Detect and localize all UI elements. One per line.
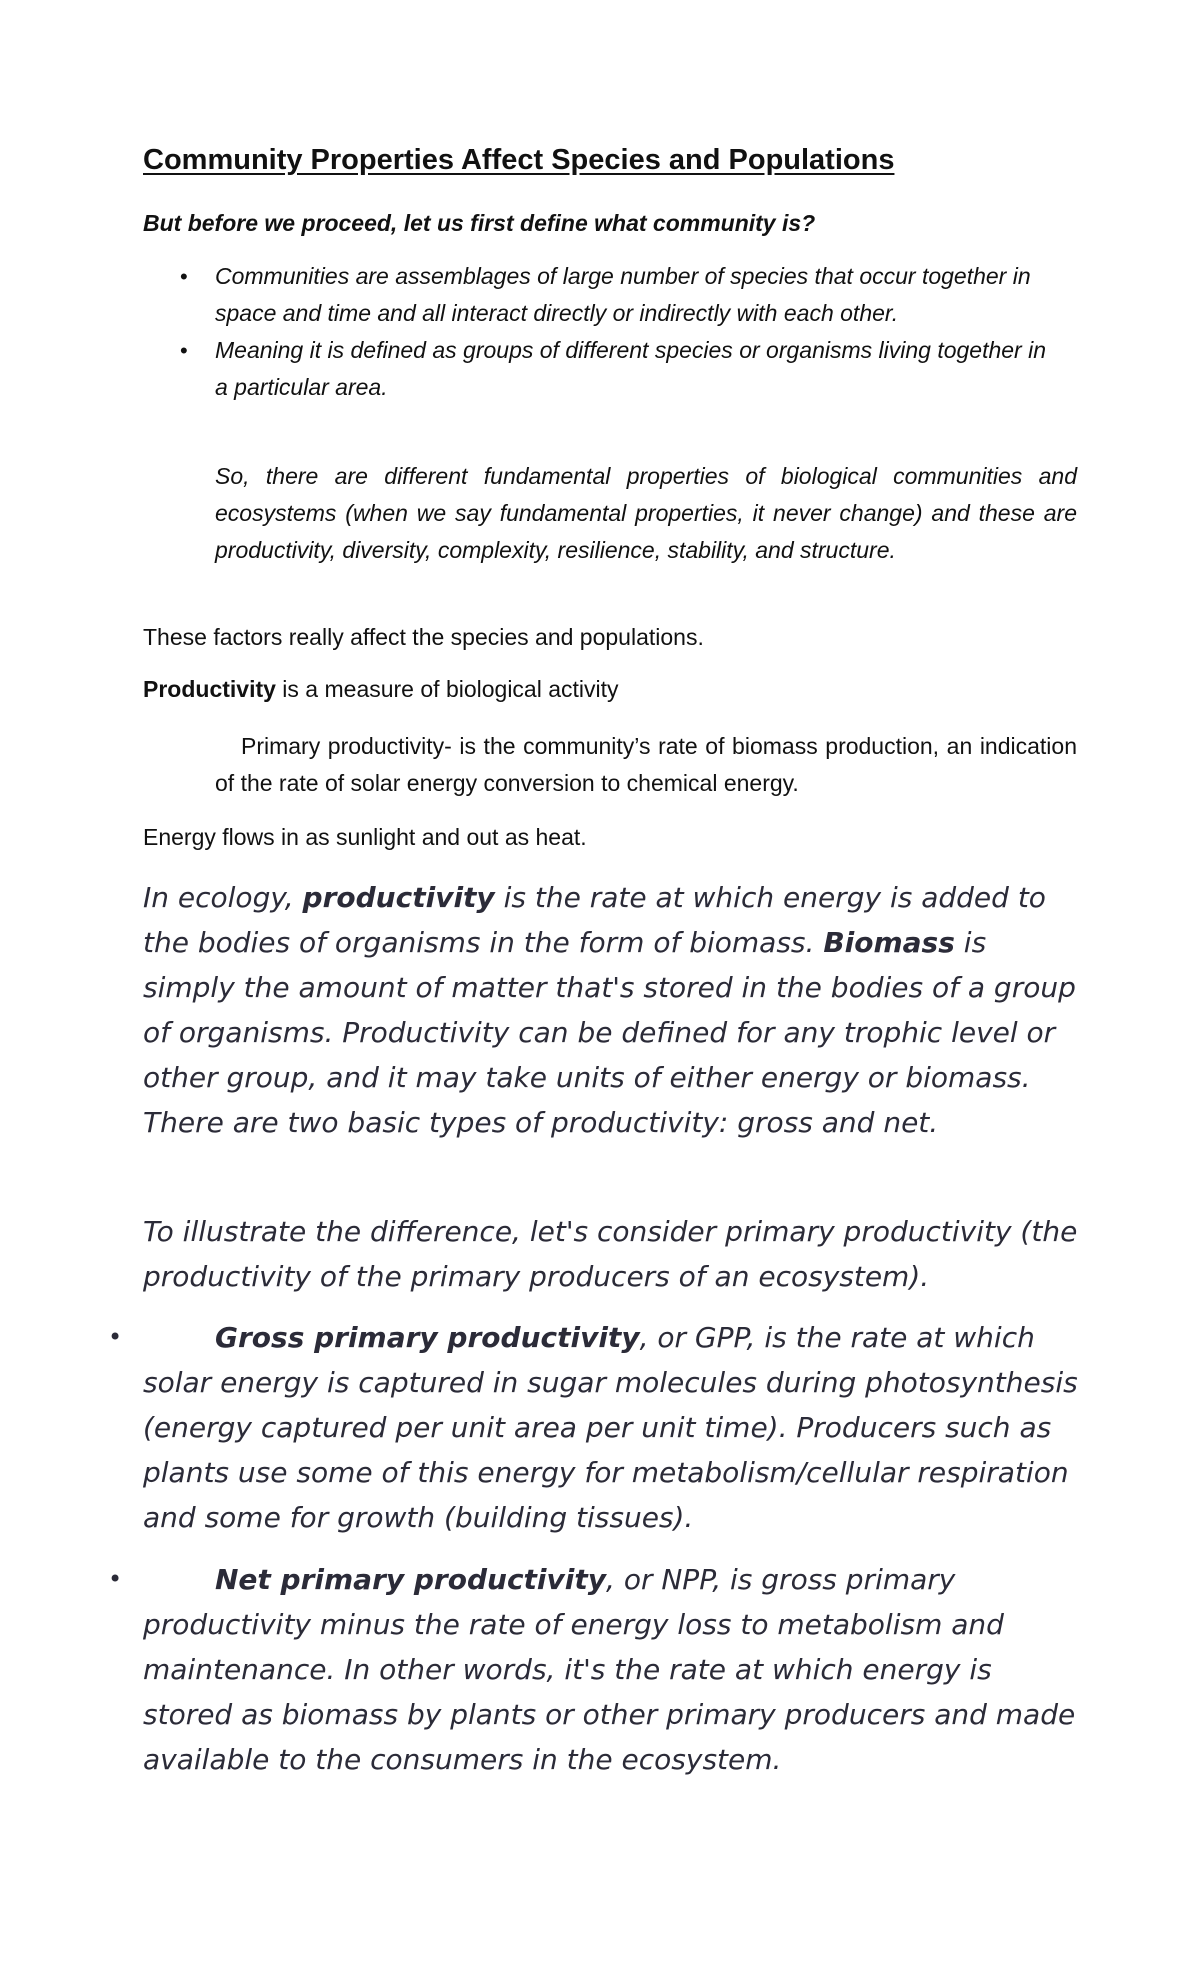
ecology-text-2: is the rate at which energy is added to the bodies of organisms in the form of biomass. (143, 881, 1046, 959)
list-item (0, 1557, 1083, 1782)
bullet-icon: • (108, 1565, 123, 1593)
intro-question: But before we proceed, let us first define what community is? (143, 210, 816, 236)
community-definition-list (0, 258, 1200, 406)
illustrate-paragraph: To illustrate the difference, let's consider primary productivity (the productivity of the primary producers of an ecosystem). (143, 1215, 1078, 1293)
productivity-bold-term: productivity (302, 881, 495, 914)
list-item-text: Communities are assemblages of large number of species that occur together in space and time and all interact directly or indirectly with each other. (215, 263, 1031, 326)
list-item (0, 1315, 1083, 1540)
bullet-icon: • (180, 338, 188, 363)
bullet-icon: • (180, 264, 188, 289)
productivity-types-list (0, 1315, 1200, 1799)
list-item (0, 332, 1060, 406)
properties-paragraph: So, there are different fundamental properties of biological communities and ecosystems (when we say fundamental properties, it never change) and these are productivity, diversity, complexity, resilience, stability, and structure. (215, 463, 1077, 563)
primary-productivity-paragraph: Primary productivity- is the community’s rate of biomass production, an indication of the rate of solar energy conversion to chemical energy. (215, 733, 1077, 796)
list-item-text: Meaning it is defined as groups of different species or organisms living together in a particular area. (215, 337, 1047, 400)
energy-flow-line: Energy flows in as sunlight and out as heat. (143, 824, 587, 850)
productivity-definition (143, 676, 619, 703)
npp-text: , or NPP, is gross primary productivity minus the rate of energy loss to metabolism and maintenance. In other words, it's the rate at which energy is stored as biomass by plants or other primary producers and made available to the consumers in the ecosystem. (143, 1563, 1076, 1776)
ecology-text-3: is simply the amount of matter that's stored in the bodies of a group of organisms. Productivity can be defined for any trophic level or other group, and it may take units of either energy or biomass. There are two basic types of productivity: gross and net. (143, 926, 1076, 1139)
factors-line: These factors really affect the species and populations. (143, 624, 704, 650)
biomass-bold-term: Biomass (823, 926, 955, 959)
productivity-term: Productivity (143, 676, 276, 702)
ecology-text-1: In ecology, (143, 881, 303, 914)
npp-term: Net primary productivity (215, 1563, 607, 1596)
list-item (0, 258, 1060, 332)
bullet-icon: • (108, 1323, 123, 1351)
productivity-definition-text: is a measure of biological activity (275, 676, 619, 702)
gpp-term: Gross primary productivity (215, 1321, 640, 1354)
ecology-paragraph (143, 875, 1083, 1145)
document-title: Community Properties Affect Species and Populations (143, 144, 895, 176)
gpp-text: , or GPP, is the rate at which solar energy is captured in sugar molecules during photosynthesis (energy captured per unit area per unit time). Producers such as plants use some of this energy for metabolism/cellular respiration and some for growth (building tissues). (143, 1321, 1078, 1534)
